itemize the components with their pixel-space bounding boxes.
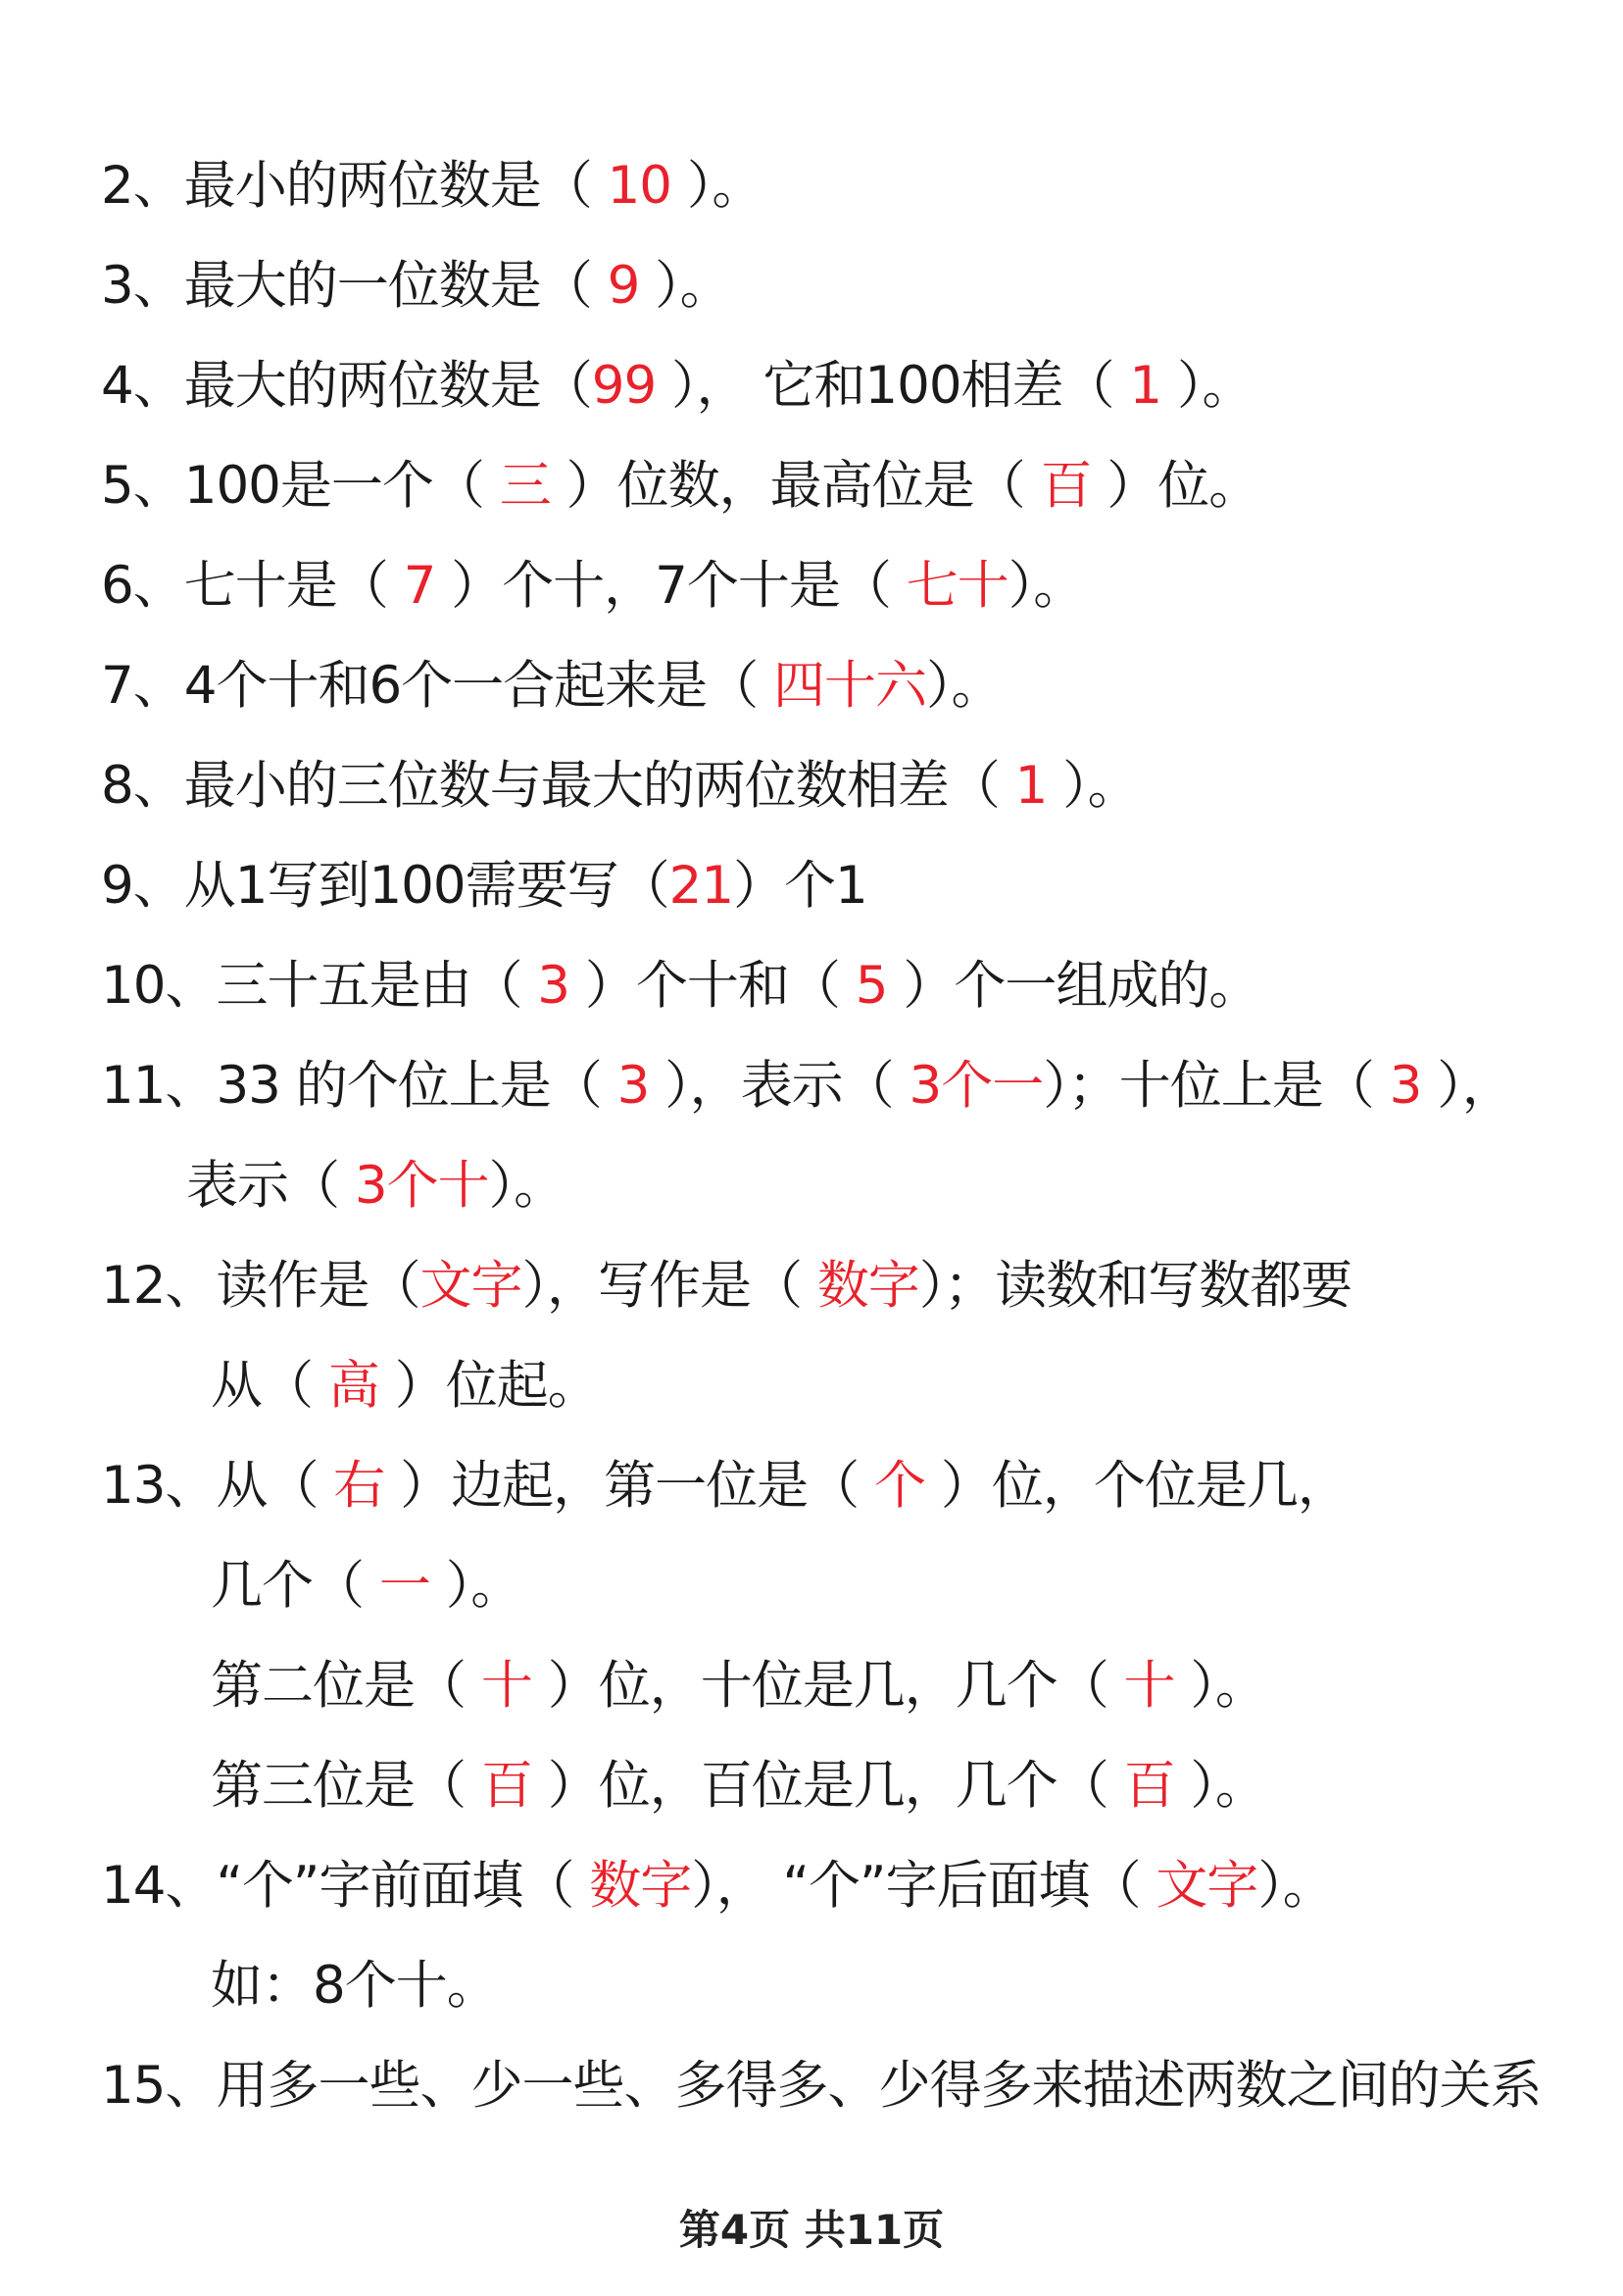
answer: 10 [607, 156, 672, 216]
answer: 9 [607, 256, 640, 316]
question-text: ）。 [639, 256, 731, 316]
question-text: ）， 它和100相差（ [656, 356, 1130, 416]
question-text: ）位。 [1091, 456, 1260, 516]
question-text: ）个十和（ [569, 956, 856, 1016]
answer: 十 [1123, 1656, 1175, 1716]
question-text: ）位，百位是几，几个（ [531, 1756, 1124, 1816]
question-12 [101, 1252, 1352, 1321]
question-13-second-digit [211, 1652, 1266, 1721]
question-15 [101, 2052, 1541, 2121]
question-text: 13、从（ [101, 1456, 334, 1516]
question-text: 7、4个十和6个一合起来是（ [101, 656, 774, 716]
answer: 3 [616, 1056, 650, 1116]
answer: 七十 [906, 556, 1008, 616]
answer: 高 [327, 1356, 379, 1416]
question-text: 9、从1写到100需要写（ [101, 856, 669, 916]
question-text: 第二位是（ [211, 1656, 481, 1716]
question-text: 表示（ [186, 1156, 355, 1216]
question-11 [101, 1052, 1513, 1121]
answer: 三 [499, 456, 551, 516]
answer: 百 [1123, 1756, 1175, 1816]
question-13-continued [211, 1552, 521, 1621]
question-text: 11、33 的个位上是（ [101, 1056, 617, 1116]
question-11-continued [186, 1152, 565, 1221]
question-text: ），写作是（ [521, 1256, 817, 1316]
question-text: ）个十，7个十是（ [435, 556, 907, 616]
answer: 一 [378, 1556, 430, 1616]
question-3 [101, 252, 731, 321]
question-text: ）；读数和写数都要 [918, 1256, 1352, 1316]
question-text: ）。 [1174, 1756, 1266, 1816]
answer: 3 [1389, 1056, 1422, 1116]
question-10 [101, 952, 1259, 1021]
question-text: ）。 [429, 1556, 522, 1616]
question-text: 8、最小的三位数与最大的两位数相差（ [101, 756, 1015, 816]
question-12-continued [211, 1352, 599, 1421]
question-text: 10、三十五是由（ [101, 956, 538, 1016]
question-text: 3、最大的一位数是（ [101, 256, 608, 316]
question-text: ）。 [1174, 1656, 1266, 1716]
answer: 个 [874, 1456, 925, 1516]
answer: 数字 [816, 1256, 919, 1316]
answer: 百 [1040, 456, 1092, 516]
question-text: 15、用多一些、少一些、多得多、少得多来描述两数之间的关系 [101, 2056, 1542, 2116]
question-text: ）。 [926, 656, 1003, 716]
answer: 21 [668, 856, 734, 916]
answer: 四十六 [773, 656, 927, 716]
question-text: 几个（ [211, 1556, 379, 1616]
question-text: ）位，十位是几，几个（ [531, 1656, 1124, 1716]
question-text: ）个1 [733, 856, 867, 916]
question-5 [101, 452, 1259, 521]
answer: 1 [1014, 756, 1048, 816]
question-text: 从（ [211, 1356, 328, 1416]
question-text: 5、100是一个（ [101, 456, 500, 516]
question-text: 12、读作是（ [101, 1256, 420, 1316]
question-14 [101, 1852, 1334, 1921]
question-text: ）， [1421, 1056, 1513, 1116]
question-text: 4、最大的两位数是（ [101, 356, 592, 416]
answer: 99 [591, 356, 657, 416]
question-2 [101, 152, 762, 221]
question-7 [101, 652, 1003, 721]
answer: 文字 [419, 1256, 522, 1316]
question-text: 如：8个十。 [211, 1956, 498, 2016]
answer: 右 [333, 1456, 385, 1516]
question-text: 第三位是（ [211, 1756, 481, 1816]
question-text: ）位，个位是几， [925, 1456, 1349, 1516]
question-text: ）。 [1161, 356, 1254, 416]
question-6 [101, 552, 1084, 621]
answer: 7 [403, 556, 436, 616]
question-text: ）位数，最高位是（ [550, 456, 1041, 516]
answer: 3 [537, 956, 570, 1016]
question-text: ）， “个”字后面填（ [691, 1856, 1156, 1916]
question-14-example [211, 1952, 498, 2021]
question-13 [101, 1452, 1349, 1521]
question-text: ）边起，第一位是（ [384, 1456, 874, 1516]
question-9 [101, 852, 867, 921]
question-text: ）；十位上是（ [1043, 1056, 1390, 1116]
answer: 3个一 [909, 1056, 1044, 1116]
question-4 [101, 352, 1253, 421]
question-text: 2、最小的两位数是（ [101, 156, 608, 216]
answer: 5 [855, 956, 888, 1016]
question-text: 14、“个”字前面填（ [101, 1856, 590, 1916]
question-text: ）。 [1257, 1856, 1334, 1916]
question-text: ），表示（ [649, 1056, 910, 1116]
question-text: 6、七十是（ [101, 556, 404, 616]
answer: 文字 [1156, 1856, 1258, 1916]
question-text: ）个一组成的。 [887, 956, 1260, 1016]
answer: 数字 [589, 1856, 692, 1916]
page-number-footer: 第4页 共11页 [678, 2206, 945, 2254]
question-text: ）。 [488, 1156, 566, 1216]
answer: 百 [480, 1756, 532, 1816]
answer: 3个十 [354, 1156, 489, 1216]
answer: 十 [480, 1656, 532, 1716]
question-text: ）。 [1008, 556, 1085, 616]
question-text: ）。 [671, 156, 763, 216]
question-13-third-digit [211, 1752, 1266, 1821]
question-text: ）位起。 [378, 1356, 599, 1416]
answer: 1 [1129, 356, 1162, 416]
question-8 [101, 752, 1139, 821]
question-text: ）。 [1047, 756, 1139, 816]
